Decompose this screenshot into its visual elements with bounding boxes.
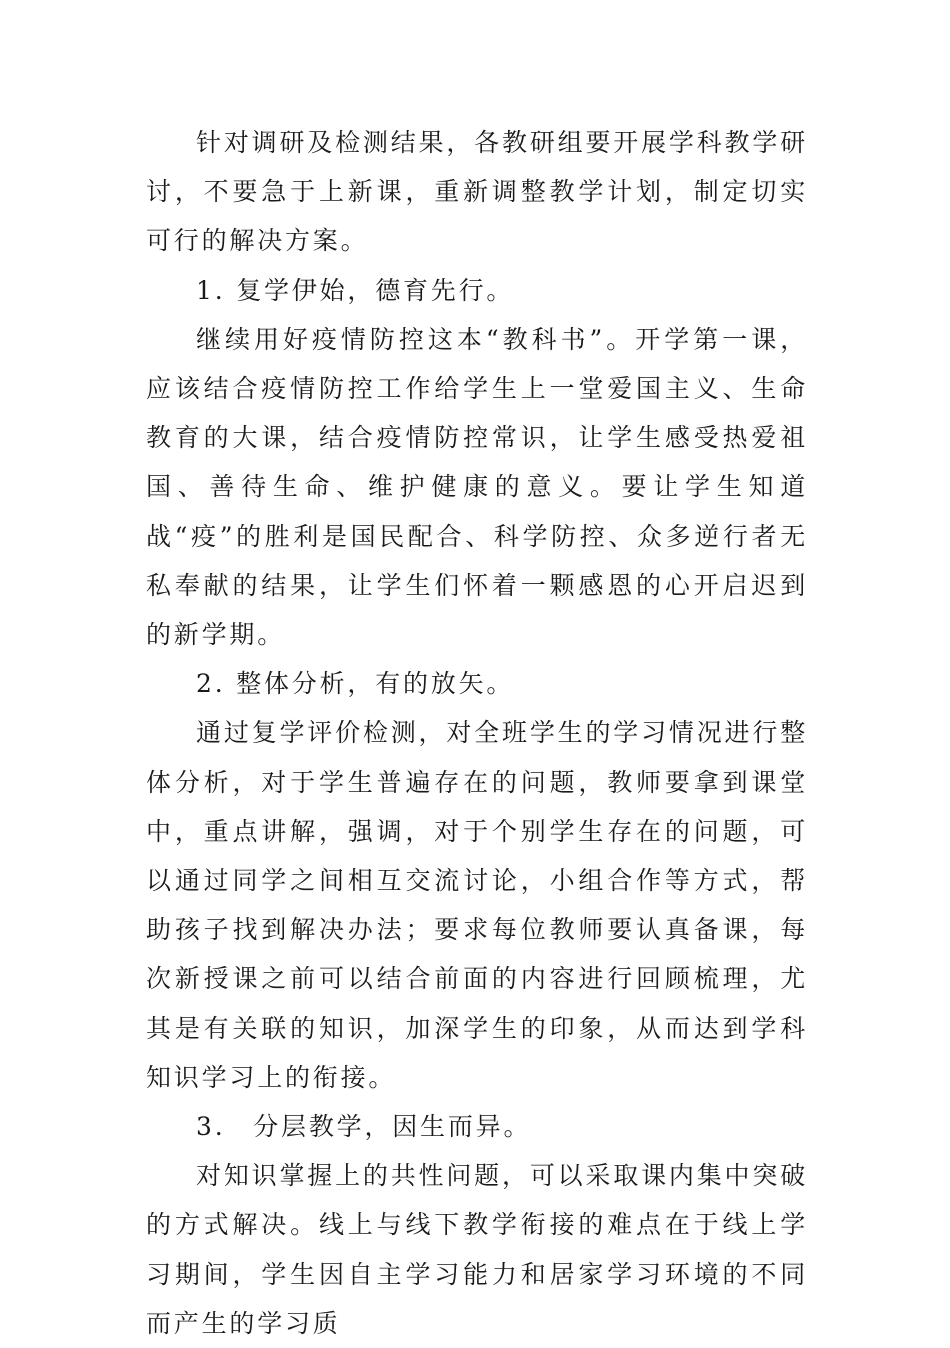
paragraph-evaluation-analysis: 通过复学评价检测，对全班学生的学习情况进行整体分析，对于学生普遍存在的问题，教师要拿到课堂中，重点讲解，强调，对于个别学生存在的问题，可以通过同学之间相互交流讨论，小组合作等方式，帮助孩子找到解决办法；要求每位教师要认真备课，每次新授课之前可以结合前面的内容进行回顾梳理，尤其是有关联的知识，加深学生的印象，从而达到学科知识学习上的衔接。	[146, 718, 808, 1092]
paragraph-research-response: 针对调研及检测结果，各教研组要开展学科教学研讨，不要急于上新课，重新调整教学计划，制定切实可行的解决方案。	[146, 128, 808, 256]
heading-layered-teaching: 3. 分层教学，因生而异。	[196, 1112, 532, 1142]
heading-moral-education-first: 1. 复学伊始，德育先行。	[196, 275, 515, 305]
document-body	[146, 118, 808, 1348]
paragraph-common-problems: 对知识掌握上的共性问题，可以采取课内集中突破的方式解决。线上与线下教学衔接的难点在于线上学习期间，学生因自主学习能力和居家学习环境的不同而产生的学习质	[146, 1161, 808, 1338]
heading-overall-analysis: 2. 整体分析，有的放矢。	[196, 669, 515, 699]
paragraph-epidemic-textbook: 继续用好疫情防控这本“教科书”。开学第一课，应该结合疫情防控工作给学生上一堂爱国主义、生命教育的大课，结合疫情防控常识，让学生感受热爱祖国、善待生命、维护健康的意义。要让学生知道战“疫”的胜利是国民配合、科学防控、众多逆行者无私奉献的结果，让学生们怀着一颗感恩的心开启迟到的新学期。	[146, 324, 808, 650]
